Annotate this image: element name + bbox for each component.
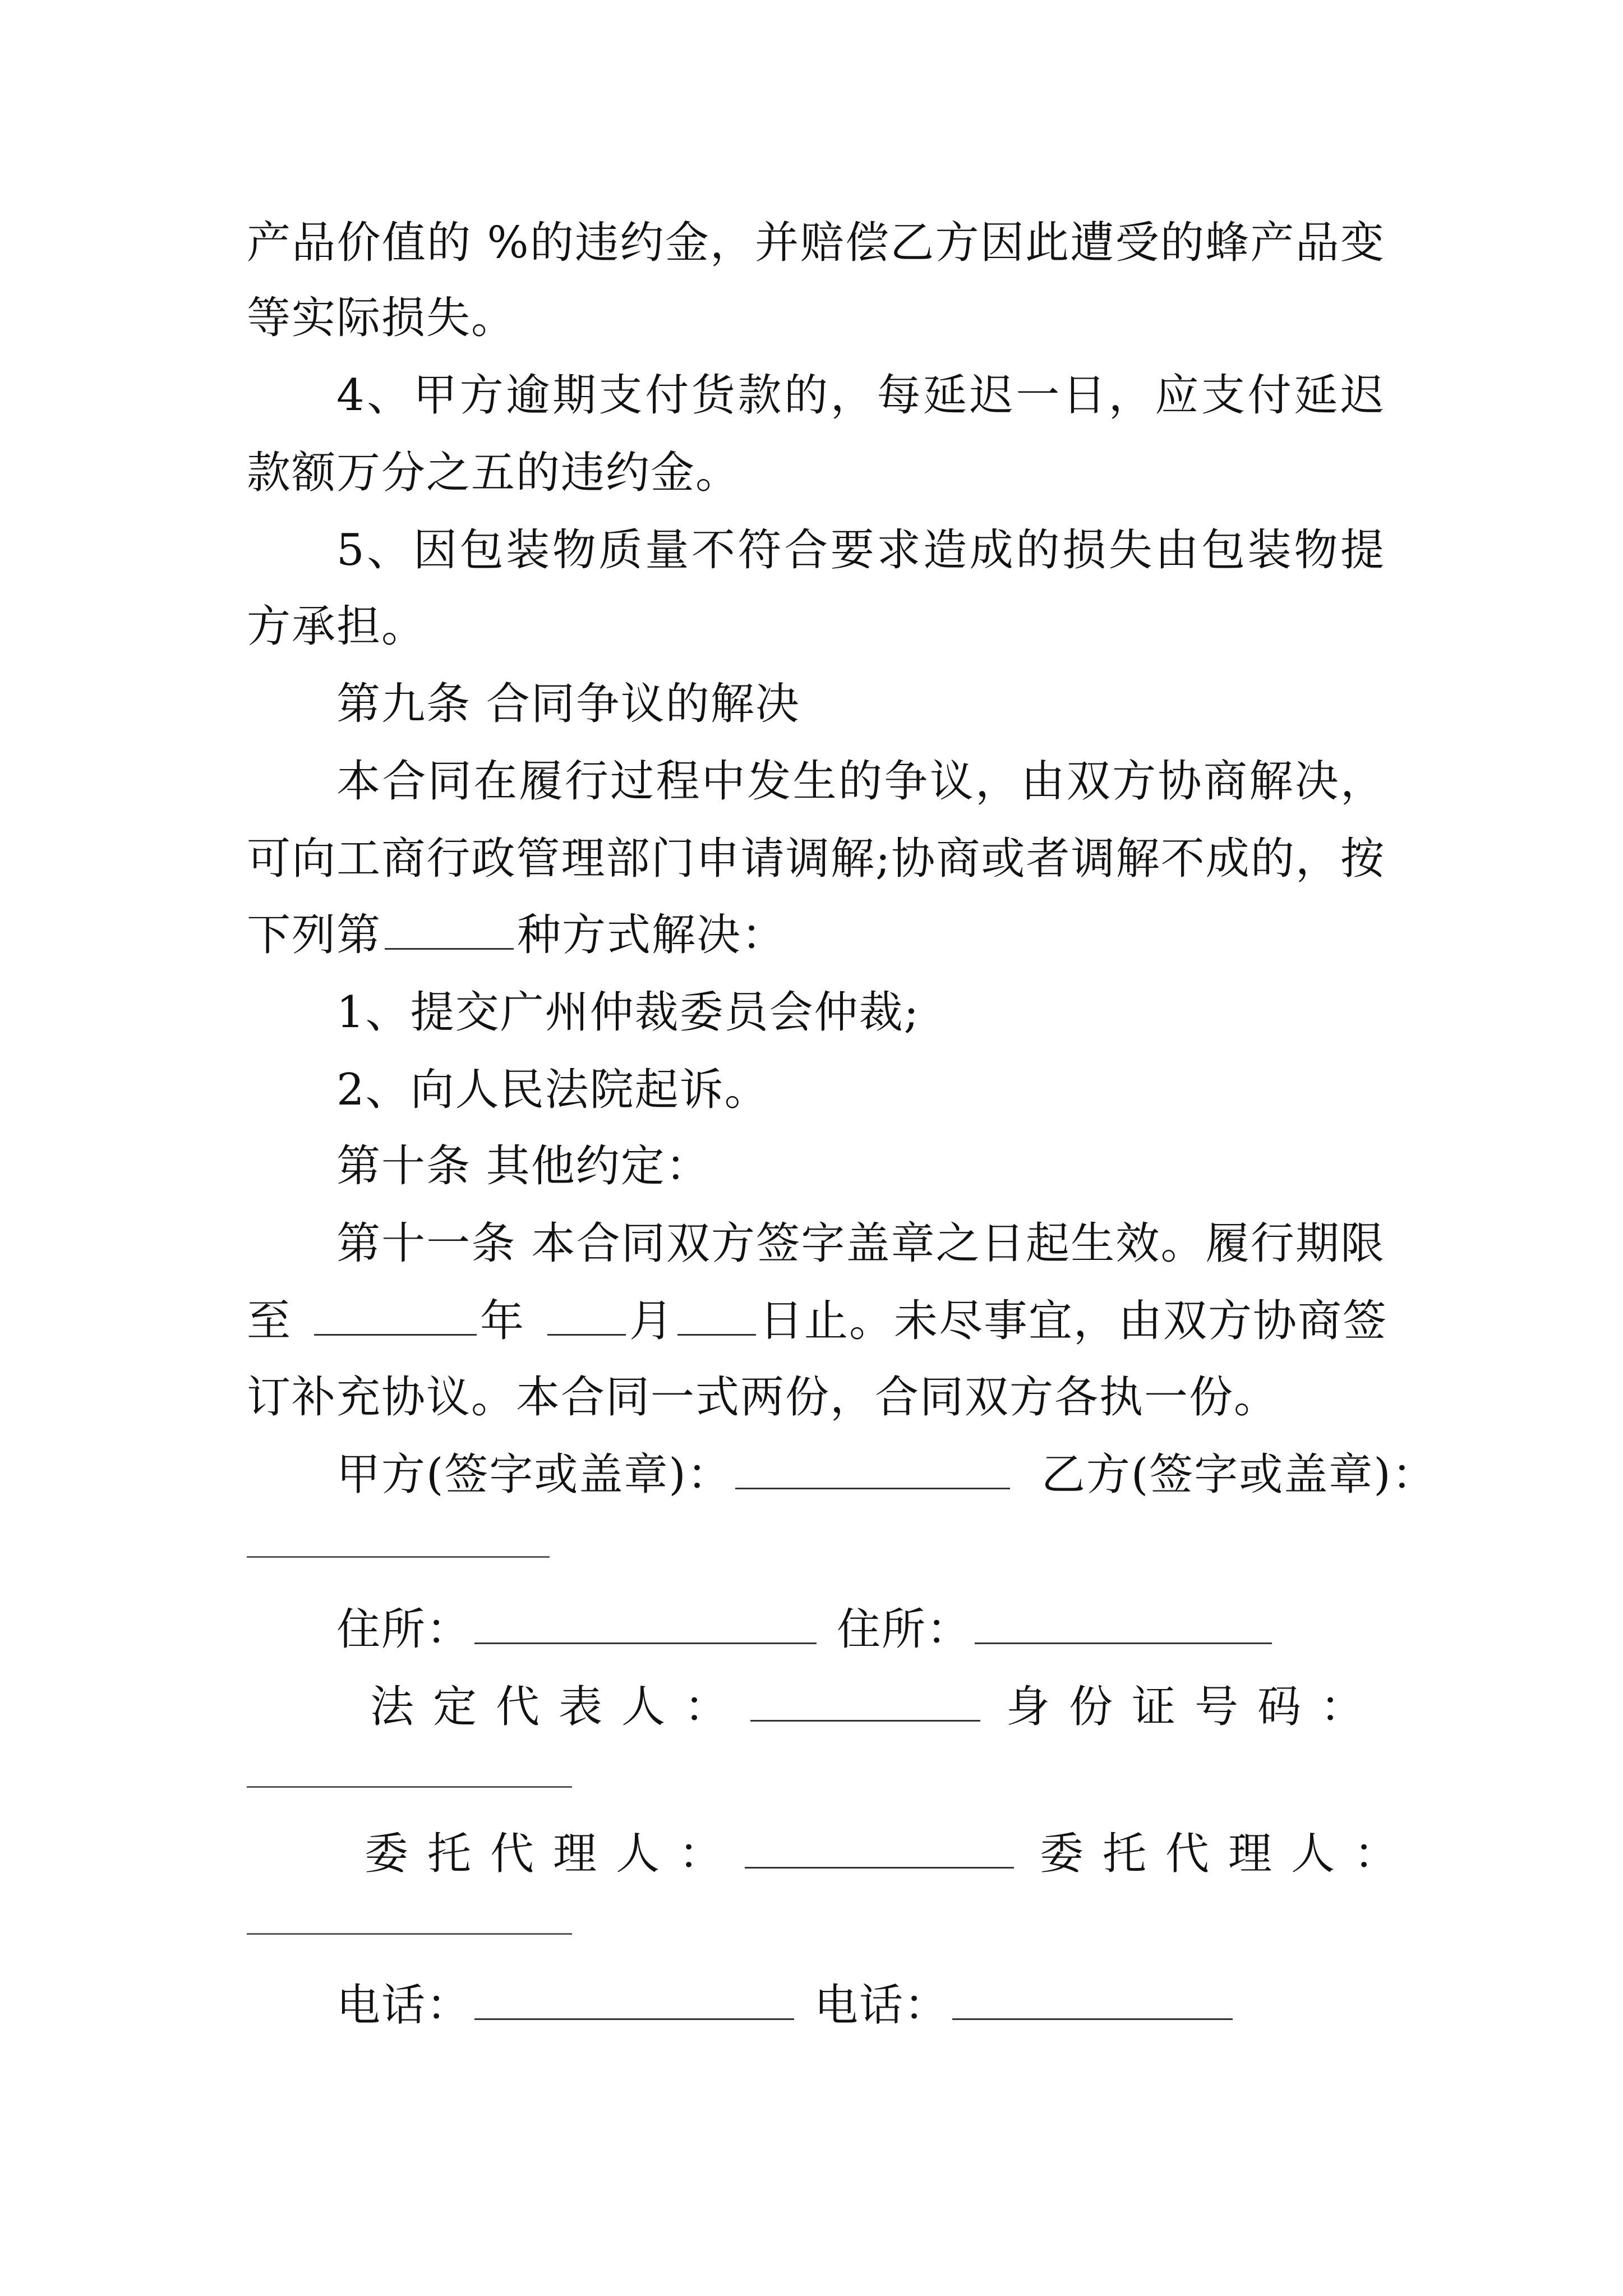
phone-label: 电话： xyxy=(814,1980,949,2031)
paragraph-line: 款额万分之五的违约金。 xyxy=(247,448,741,498)
agent-line xyxy=(365,1823,1417,1885)
address-b-blank[interactable] xyxy=(975,1603,1272,1644)
paragraph-line: 等实际损失。 xyxy=(247,293,517,343)
party-b-label: 乙方(签字或盖章)： xyxy=(1041,1450,1437,1500)
phone-b-blank[interactable] xyxy=(952,1979,1233,2020)
clause-4-line: 4、甲方逾期支付货款的，每延迟一日，应支付延迟 xyxy=(336,370,1385,421)
term-line xyxy=(247,1290,1388,1352)
article-11-line: 第十一条 本合同双方签字盖章之日起生效。履行期限 xyxy=(336,1218,1385,1269)
text-segment: 下列第 xyxy=(247,910,382,960)
paragraph-line: 产品价值的 %的违约金，并赔偿乙方因此遭受的蜂产品变 xyxy=(247,218,1385,268)
legal-representative-label: 法定代表人： xyxy=(370,1682,748,1732)
agent-b-blank[interactable] xyxy=(247,1933,572,1935)
article-9-heading: 第九条 合同争议的解决 xyxy=(336,679,800,729)
day-blank[interactable] xyxy=(677,1295,756,1336)
representative-line xyxy=(370,1676,1385,1738)
phone-label: 电话： xyxy=(336,1980,472,2031)
option-1: 1、提交广州仲裁委员会仲裁; xyxy=(336,987,920,1038)
text-segment: 年 xyxy=(480,1296,525,1346)
party-a-signature-blank[interactable] xyxy=(735,1448,1010,1489)
text-segment: 至 xyxy=(247,1296,292,1346)
signature-line xyxy=(336,1444,1514,1506)
id-number-label: 身份证号码： xyxy=(1006,1682,1384,1732)
party-b-signature-blank[interactable] xyxy=(247,1556,550,1558)
legal-representative-blank[interactable] xyxy=(750,1681,980,1722)
agent-a-label: 委托代理人： xyxy=(365,1829,742,1879)
phone-a-blank[interactable] xyxy=(474,1979,794,2020)
address-a-blank[interactable] xyxy=(474,1603,817,1644)
text-segment: 种方式解决： xyxy=(517,910,787,960)
paragraph-line: 可向工商行政管理部门申请调解;协商或者调解不成的，按 xyxy=(247,834,1385,884)
year-blank[interactable] xyxy=(314,1295,477,1336)
paragraph-line: 方承担。 xyxy=(247,601,427,652)
article-10-heading: 第十条 其他约定： xyxy=(336,1141,711,1191)
fill-in-blank[interactable] xyxy=(385,909,514,950)
month-blank[interactable] xyxy=(547,1295,626,1336)
party-a-label: 甲方(签字或盖章)： xyxy=(336,1450,732,1500)
address-line xyxy=(336,1599,1385,1660)
address-label: 住所： xyxy=(837,1604,972,1655)
text-segment: 日止。未尽事宜，由双方协商签 xyxy=(759,1296,1388,1346)
agent-a-blank[interactable] xyxy=(745,1828,1014,1869)
paragraph-line: 订补充协议。本合同一式两份，合同双方各执一份。 xyxy=(247,1372,1279,1423)
id-number-blank[interactable] xyxy=(247,1786,572,1788)
option-2: 2、向人民法院起诉。 xyxy=(336,1065,769,1115)
phone-line xyxy=(336,1975,1385,2036)
paragraph-line xyxy=(247,904,1385,966)
paragraph-line: 本合同在履行过程中发生的争议，由双方协商解决， xyxy=(336,756,1385,807)
address-label: 住所： xyxy=(336,1604,472,1655)
agent-b-label: 委托代理人： xyxy=(1040,1829,1417,1879)
text-segment: 月 xyxy=(629,1296,675,1346)
clause-5-line: 5、因包装物质量不符合要求造成的损失由包装物提 xyxy=(336,525,1385,576)
